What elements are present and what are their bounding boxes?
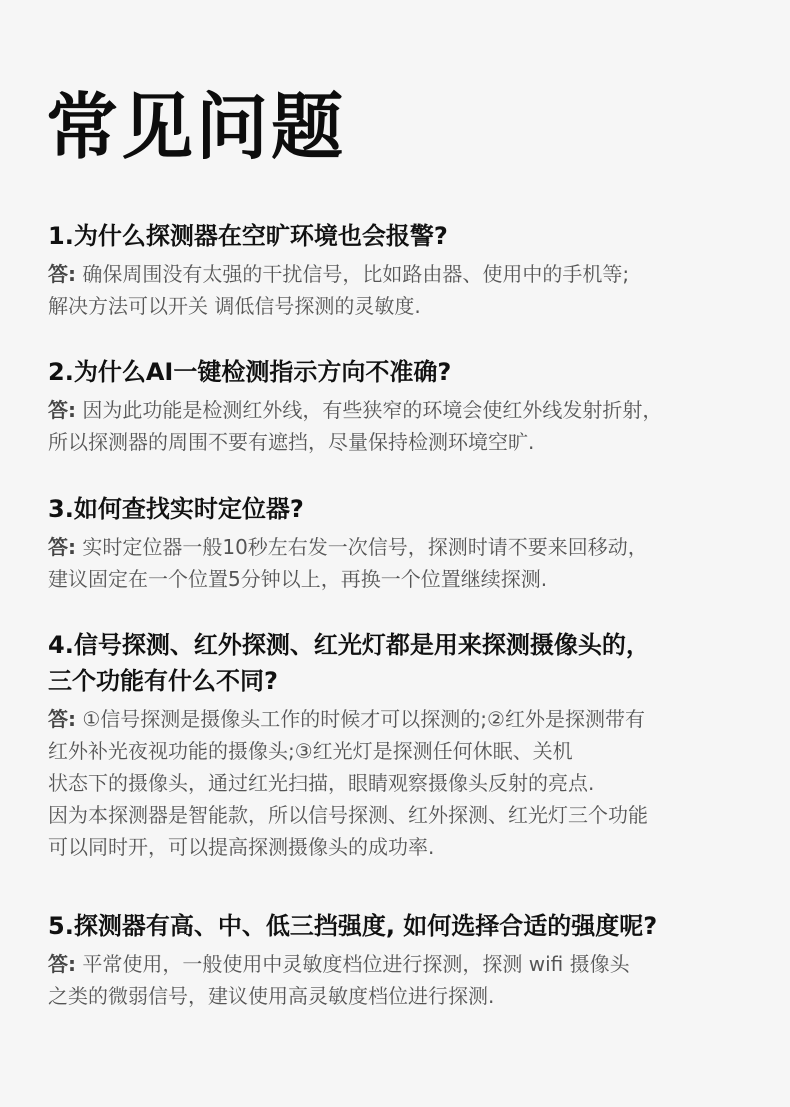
faq-question: 5.探测器有高、中、低三挡强度, 如何选择合适的强度呢?	[48, 912, 658, 940]
page-title: 常见问题	[46, 85, 347, 169]
faq-item-1	[48, 218, 768, 322]
faq-answer-line: 所以探测器的周围不要有遮挡，尽量保持检测环境空旷.	[48, 430, 535, 454]
answer-label: 答:	[48, 952, 76, 976]
faq-question: 1.为什么探测器在空旷环境也会报警?	[48, 222, 448, 250]
faq-answer-line	[48, 948, 768, 980]
faq-answer	[48, 703, 768, 863]
answer-text: 确保周围没有太强的干扰信号，比如路由器、使用中的手机等;	[76, 262, 630, 286]
faq-question: 3.如何查找实时定位器?	[48, 495, 304, 523]
faq-item-3	[48, 491, 768, 595]
faq-answer	[48, 948, 768, 1012]
faq-answer-line	[48, 703, 768, 735]
faq-answer-line	[48, 258, 768, 290]
answer-label: 答:	[48, 707, 76, 731]
faq-answer	[48, 258, 768, 322]
faq-question: 2.为什么AI一键检测指示方向不准确?	[48, 358, 452, 386]
answer-text: 平常使用，一般使用中灵敏度档位进行探测，探测 wifi 摄像头	[76, 952, 630, 976]
answer-label: 答:	[48, 262, 76, 286]
faq-answer-line	[48, 531, 768, 563]
faq-answer	[48, 531, 768, 595]
answer-text: 实时定位器一般10秒左右发一次信号，探测时请不要来回移动，	[76, 535, 648, 559]
faq-item-4	[48, 627, 768, 863]
faq-answer-line: 红外补光夜视功能的摄像头;③红光灯是探测任何休眠、关机	[48, 739, 573, 763]
faq-answer-line: 可以同时开，可以提高探测摄像头的成功率.	[48, 835, 435, 859]
faq-question: 4.信号探测、红外探测、红光灯都是用来探测摄像头的，	[48, 631, 650, 659]
answer-label: 答:	[48, 535, 76, 559]
faq-item-2	[48, 354, 768, 458]
answer-label: 答:	[48, 398, 76, 422]
faq-item-5	[48, 908, 768, 1012]
faq-answer-line: 解决方法可以开关 调低信号探测的灵敏度.	[48, 294, 421, 318]
faq-question-line-2: 三个功能有什么不同?	[48, 667, 278, 695]
faq-answer	[48, 394, 768, 458]
faq-answer-line: 建议固定在一个位置5分钟以上，再换一个位置继续探测.	[48, 567, 548, 591]
faq-answer-line: 因为本探测器是智能款，所以信号探测、红外探测、红光灯三个功能	[48, 803, 648, 827]
faq-answer-line	[48, 394, 768, 426]
answer-text: 因为此功能是检测红外线，有些狭窄的环境会使红外线发射折射，	[76, 398, 663, 422]
answer-text: ①信号探测是摄像头工作的时候才可以探测的;②红外是探测带有	[76, 707, 645, 731]
faq-answer-line: 状态下的摄像头，通过红光扫描，眼睛观察摄像头反射的亮点.	[48, 771, 595, 795]
faq-answer-line: 之类的微弱信号，建议使用高灵敏度档位进行探测.	[48, 984, 495, 1008]
